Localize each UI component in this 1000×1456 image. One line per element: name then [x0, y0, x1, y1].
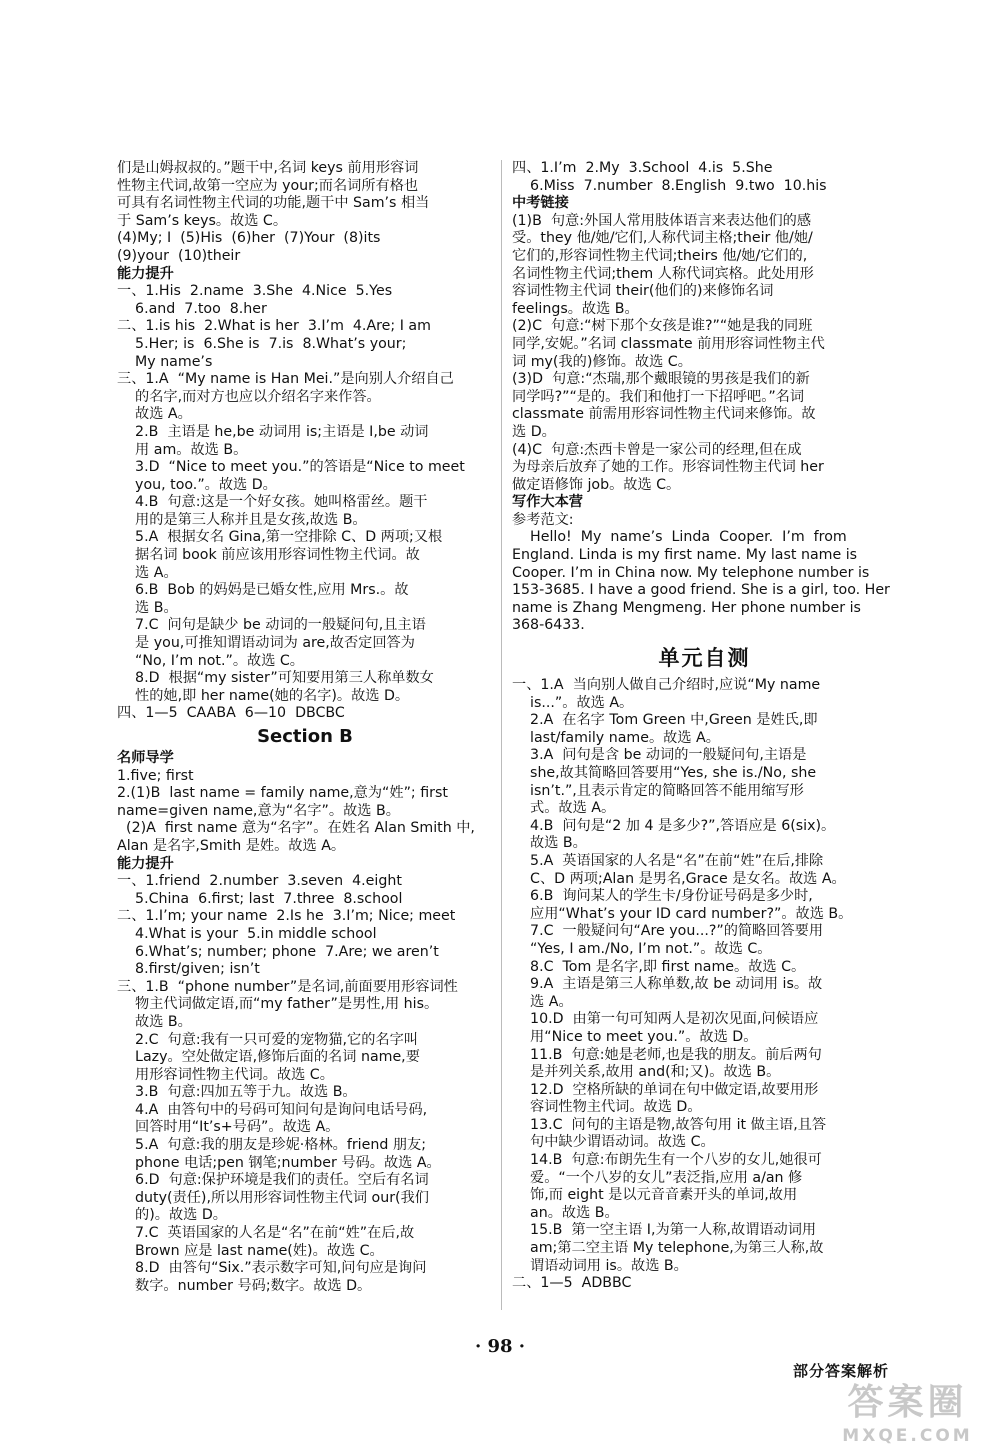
text-line: 选 B。 — [117, 599, 178, 616]
text-line: 用 am。故选 B。 — [117, 441, 248, 458]
text-line: 据名词 book 前应该用形容词性物主代词。故 — [117, 547, 420, 564]
text-line: England. Linda is my first name. My last name is — [512, 547, 858, 564]
text-line: (3)D 句意:“杰瑞,那个戴眼镜的男孩是我们的新 — [512, 371, 810, 388]
text-line: 同学,安妮。”名词 classmate 前用形容词性物主代 — [512, 335, 825, 352]
text-line: 7.C 一般疑问句“Are you...?”的简略回答要用 — [512, 923, 824, 940]
text-line: 6.B Bob 的妈妈是已婚女性,应用 Mrs.。故 — [117, 582, 409, 599]
text-line: 用“Nice to meet you.”。故选 D。 — [512, 1028, 758, 1045]
right-column — [512, 160, 897, 1293]
text-line: 8.D 根据“my sister”可知要用第三人称单数女 — [117, 670, 434, 687]
text-line: she,故其简略回答要用“Yes, she is./No, she — [512, 765, 817, 781]
text-line: 9.A 主语是第三人称单数,故 be 动词用 is。故 — [512, 976, 823, 993]
text-line: (2)C 句意:“树下那个女孩是谁?”“她是我的同班 — [512, 318, 813, 335]
text-line: 三、1.A “My name is Han Mei.”是向别人介绍自己 — [117, 371, 454, 388]
text-line: 3.B 句意:四加五等于九。故选 B。 — [117, 1084, 357, 1101]
text-line: 8.C Tom 是名字,即 first name。故选 C。 — [512, 958, 806, 975]
text-line: 四、1—5 CAABA 6—10 DBCBC — [117, 705, 345, 722]
text-line: 为母亲后放弃了她的工作。形容词性物主代词 her — [512, 459, 824, 476]
section-title: Section B — [257, 726, 353, 747]
text-line: 容词性物主代词 their(他们的)来修饰名词 — [512, 283, 774, 300]
section-heading: 写作大本营 — [512, 494, 583, 511]
text-line: 故选 B。 — [117, 1013, 192, 1030]
text-line: 容词性物主代词。故选 D。 — [512, 1099, 702, 1116]
text-line: 数字。number 号码;数字。故选 D。 — [117, 1277, 372, 1294]
text-line: am;第二空主语 My telephone,为第三人称,故 — [512, 1240, 824, 1257]
text-line: 4.A 由答句中的号码可知问句是询问电话号码, — [117, 1101, 428, 1118]
text-line: 3.A 问句是含 be 动词的一般疑问句,主语是 — [512, 747, 807, 764]
column-divider — [501, 160, 502, 1310]
text-line: 物主代词做定语,而“my father”是男性,用 his。 — [117, 996, 439, 1013]
text-line: 6.B 询问某人的学生卡/身份证号码是多少时, — [512, 888, 813, 905]
section-heading: 能力提升 — [117, 265, 174, 282]
text-line: 的)。故选 D。 — [117, 1207, 227, 1224]
text-line: feelings。故选 B。 — [512, 300, 639, 317]
text-line: phone 电话;pen 钢笔;number 号码。故选 A。 — [117, 1154, 441, 1171]
text-line: duty(责任),所以用形容词性物主代词 our(我们 — [117, 1189, 429, 1206]
text-line: 15.B 第一空主语 I,为第一人称,故谓语动词用 — [512, 1222, 817, 1239]
text-line: 做定语修饰 job。故选 C。 — [512, 476, 681, 493]
text-line: name=given name,意为“名字”。故选 B。 — [117, 802, 400, 819]
text-line: 5.A 英语国家的人名是“名”在前“姓”在后,排除 — [512, 852, 824, 869]
text-line: 选 A。 — [117, 564, 178, 581]
text-line: 饰,而 eight 是以元音音素开头的单词,故用 — [512, 1187, 798, 1204]
text-line: (4)C 句意:杰西卡曾是一家公司的经理,但在成 — [512, 441, 802, 458]
text-line: last/family name。故选 A。 — [512, 729, 720, 746]
text-line: 一、1.A 当向别人做自己介绍时,应说“My name — [512, 677, 821, 694]
text-line: 一、1.His 2.name 3.She 4.Nice 5.Yes — [117, 283, 393, 300]
text-line: 二、1.is his 2.What is her 3.I’m 4.Are; I am — [117, 318, 431, 335]
text-line: 受。they 他/她/它们,人称代词主格;their 他/她/ — [512, 230, 813, 247]
text-line: 它们的,形容词性物主代词;theirs 他/她/它们的, — [512, 247, 808, 264]
text-line: 词 my(我的)修饰。故选 C。 — [512, 353, 692, 370]
text-line: 6.and 7.too 8.her — [117, 300, 267, 317]
text-line: 2.(1)B last name = family name,意为“姓”; first — [117, 785, 448, 802]
text-line: Alan 是名字,Smith 是姓。故选 A。 — [117, 837, 346, 854]
text-line: 8.D 由答句“Six.”表示数字可知,问句应是询问 — [117, 1260, 427, 1277]
text-line: My name’s — [117, 353, 213, 370]
text-line: 选 D。 — [512, 423, 556, 440]
watermark-url: MXQE.COM — [842, 1426, 973, 1446]
text-line: 8.first/given; isn’t — [117, 961, 260, 978]
left-column — [117, 160, 493, 1295]
text-line: 2.A 在名字 Tom Green 中,Green 是姓氏,即 — [512, 712, 818, 729]
text-line: (4)My; I (5)His (6)her (7)Your (8)its — [117, 230, 381, 247]
text-line: (2)A first name 意为“名字”。在姓名 Alan Smith 中, — [117, 820, 475, 837]
text-line: 是 you,可推知谓语动词为 are,故否定回答为 — [117, 635, 415, 652]
unit-title: 单元自测 — [658, 646, 751, 671]
text-line: 可具有名词性物主代词的功能,题干中 Sam’s 相当 — [117, 195, 430, 212]
text-line: “No, I’m not.”。故选 C。 — [117, 652, 304, 669]
text-line: is...”。故选 A。 — [512, 694, 634, 711]
text-line: 是并列关系,故用 and(和;又)。故选 B。 — [512, 1064, 781, 1081]
section-heading: 中考链接 — [512, 195, 569, 212]
text-line: 7.C 问句是缺少 be 动词的一般疑问句,且主语 — [117, 617, 426, 634]
text-line: 用形容词性物主代词。故选 C。 — [117, 1066, 334, 1083]
text-line: (1)B 句意:外国人常用肢体语言来表达他们的感 — [512, 212, 812, 229]
text-line: 二、1.I’m; your name 2.Is he 3.I’m; Nice; meet — [117, 908, 456, 925]
section-heading: 能力提升 — [117, 855, 174, 872]
text-line: 4.B 句意:这是一个好女孩。她叫格雷丝。题干 — [117, 494, 428, 511]
text-line: you, too.”。故选 D。 — [117, 476, 277, 493]
text-line: “Yes, I am./No, I’m not.”。故选 C。 — [512, 940, 772, 957]
text-line: 12.D 空格所缺的单词在句中做定语,故要用形 — [512, 1081, 819, 1098]
text-line: 故选 A。 — [117, 406, 192, 423]
text-line: 13.C 问句的主语是物,故答句用 it 做主语,且答 — [512, 1116, 827, 1133]
text-line: 6.D 句意:保护环境是我们的责任。空后有名词 — [117, 1172, 429, 1189]
text-line: classmate 前需用形容词性物主代词来修饰。故 — [512, 406, 816, 423]
text-line: 应用“What’s your ID card number?”。故选 B。 — [512, 905, 853, 922]
footer-section-title: 部分答案解析 — [793, 1362, 890, 1380]
text-line: 同学吗?”“是的。我们和他打一下招呼吧。”名词 — [512, 388, 805, 405]
text-line: Lazy。空处做定语,修饰后面的名词 name,要 — [117, 1049, 420, 1066]
text-line: 爱。“一个八岁的女儿”表泛指,应用 a/an 修 — [512, 1169, 803, 1186]
text-line: 14.B 句意:布朗先生有一个八岁的女儿,她很可 — [512, 1152, 822, 1169]
text-line: 5.Her; is 6.She is 7.is 8.What’s your; — [117, 335, 407, 352]
text-line: 2.B 主语是 he,be 动词用 is;主语是 I,be 动词 — [117, 423, 429, 440]
watermark-logo — [820, 1380, 995, 1452]
text-line: (9)your (10)their — [117, 247, 241, 264]
text-line: 二、1—5 ADBBC — [512, 1275, 632, 1292]
text-line: 368-6433. — [512, 617, 585, 634]
text-line: 5.China 6.first; last 7.three 8.school — [117, 890, 403, 907]
text-line: 5.A 句意:我的朋友是珍妮·格林。friend 朋友; — [117, 1137, 427, 1154]
text-line: 谓语动词用 is。故选 B。 — [512, 1257, 688, 1274]
text-line: Cooper. I’m in China now. My telephone number is — [512, 564, 870, 581]
text-line: 3.D “Nice to meet you.”的答语是“Nice to meet — [117, 459, 465, 476]
text-line: 性物主代词,故第一空应为 your;而名词所有格也 — [117, 177, 419, 194]
text-line: 4.B 问句是“2 加 4 是多少?”,答语应是 6(six)。 — [512, 817, 836, 834]
text-line: 10.D 由第一句可知两人是初次见面,问候语应 — [512, 1011, 819, 1028]
text-line: 三、1.B “phone number”是名词,前面要用形容词性 — [117, 978, 458, 995]
text-line: 1.five; first — [117, 767, 194, 784]
text-line: C、D 两项;Alan 是男名,Grace 是女名。故选 A。 — [512, 870, 846, 887]
text-line: 6.What’s; number; phone 7.Are; we aren’t — [117, 943, 439, 960]
text-line: 性的她,即 her name(她的名字)。故选 D。 — [117, 687, 410, 704]
text-line: 故选 B。 — [512, 835, 587, 852]
text-line: 回答时用“It’s+号码”。故选 A。 — [117, 1119, 340, 1136]
text-line: isn’t.”,且表示肯定的简略回答不能用缩写形 — [512, 782, 804, 799]
text-line: 于 Sam’s keys。故选 C。 — [117, 212, 288, 229]
text-line: 名词性物主代词;them 人称代词宾格。此处用形 — [512, 265, 814, 282]
text-line: 选 A。 — [512, 993, 573, 1010]
text-line: Hello! My name’s Linda Cooper. I’m from — [512, 529, 847, 546]
text-line: name is Zhang Mengmeng. Her phone number is — [512, 599, 861, 616]
text-line: 们是山姆叔叔的。”题干中,名词 keys 前用形容词 — [117, 160, 419, 176]
text-line: 5.A 根据女名 Gina,第一空排除 C、D 两项;又根 — [117, 529, 443, 546]
text-line: 的名字,而对方也应以介绍名字来作答。 — [117, 388, 381, 405]
text-line: 句中缺少谓语动词。故选 C。 — [512, 1134, 715, 1151]
text-line: 一、1.friend 2.number 3.seven 4.eight — [117, 873, 402, 890]
text-line: Brown 应是 last name(姓)。故选 C。 — [117, 1242, 384, 1259]
text-line: 用的是第三人称并且是女孩,故选 B。 — [117, 511, 367, 528]
text-line: 7.C 英语国家的人名是“名”在前“姓”在后,故 — [117, 1225, 415, 1242]
text-line: 4.What is your 5.in middle school — [117, 925, 377, 942]
text-line: 四、1.I’m 2.My 3.School 4.is 5.She — [512, 160, 773, 176]
text-line: 153-3685. I have a good friend. She is a girl, too. Her — [512, 582, 890, 599]
text-line: 2.C 句意:我有一只可爱的宠物猫,它的名字叫 — [117, 1031, 418, 1048]
text-line: an。故选 B。 — [512, 1204, 619, 1221]
page-number: · 98 · — [474, 1336, 526, 1357]
text-line: 式。故选 A。 — [512, 800, 616, 817]
text-line: 6.Miss 7.number 8.English 9.two 10.his — [512, 177, 827, 194]
watermark-text: 答案圈 — [847, 1382, 968, 1423]
text-line: 11.B 句意:她是老师,也是我的朋友。前后两句 — [512, 1046, 822, 1063]
section-heading: 名师导学 — [117, 750, 174, 766]
text-line: 参考范文: — [512, 511, 574, 528]
